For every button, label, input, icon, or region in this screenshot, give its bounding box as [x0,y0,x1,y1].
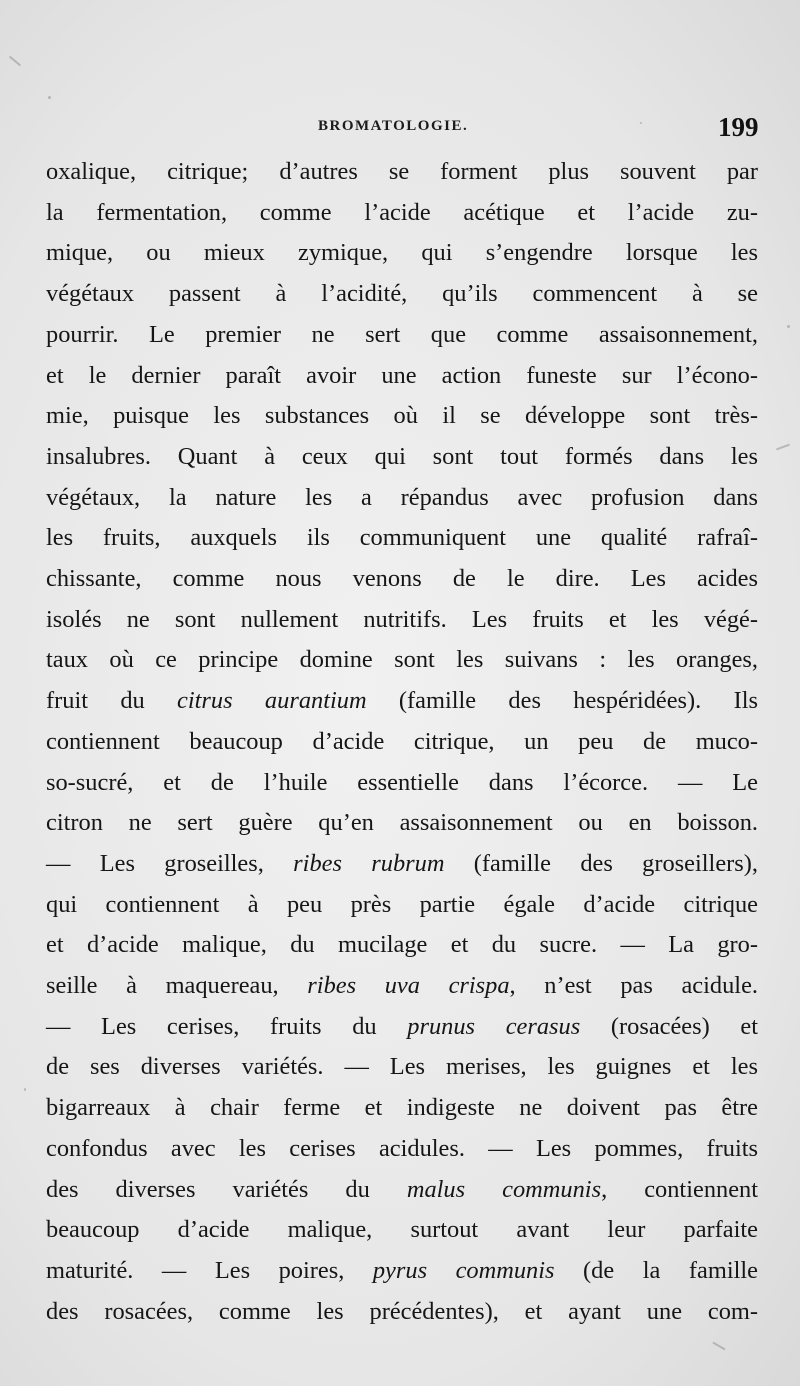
text-line: insalubres. Quant à ceux qui sont tout formés dans les [46,442,758,470]
text-line: so-sucré, et de l’huile essentielle dans l’écorce. — Le [46,768,758,796]
text-line: de ses diverses variétés. — Les merises, les guignes et les [46,1053,758,1081]
edge-mark [776,444,790,451]
page-number: 199 [718,112,759,142]
running-title: BROMATOLOGIE. [318,118,469,134]
text-line: mique, ou mieux zymique, qui s’engendre lorsque les [46,239,758,267]
text-line: fruit du citrus aurantium (famille des hespéridées). Ils [46,687,758,715]
edge-mark [712,1342,725,1351]
paper-speck [48,96,51,99]
text-line: pourrir. Le premier ne sert que comme assaisonnement, [46,320,758,348]
paper-speck [640,122,642,124]
text-line: seille à maquereau, ribes uva crispa, n’est pas acidule. [46,972,758,999]
text-line: la fermentation, comme l’acide acétique et l’acide zu- [46,198,758,226]
text-line: bigarreaux à chair ferme et indigeste ne doivent pas être [46,1094,758,1122]
text-line: végétaux passent à l’acidité, qu’ils commencent à se [46,280,758,308]
paper-speck [24,1088,26,1091]
text-line: isolés ne sont nullement nutritifs. Les fruits et les végé- [46,605,758,633]
text-line: et d’acide malique, du mucilage et du sucre. — La gro- [46,931,758,959]
text-line: — Les cerises, fruits du prunus cerasus (rosacées) et [46,1012,758,1040]
text-line: oxalique, citrique; d’autres se forment plus souvent par [46,158,758,185]
text-line: contiennent beaucoup d’acide citrique, un peu de muco- [46,727,758,755]
text-line: des diverses variétés du malus communis, contiennent [46,1175,759,1203]
text-line: maturité. — Les poires, pyrus communis (de la famille [46,1256,758,1284]
latin-name: citrus aurantium [177,687,367,715]
text-line: — Les groseilles, ribes rubrum (famille des groseillers), [46,849,758,877]
text-line: mie, puisque les substances où il se développe sont très- [46,402,758,430]
latin-name: ribes rubrum [293,849,445,877]
text-line: végétaux, la nature les a répandus avec profusion dans [46,483,758,511]
text-line: et le dernier paraît avoir une action funeste sur l’écono- [46,361,758,389]
text-line: des rosacées, comme les précédentes), et ayant une com- [46,1297,758,1325]
text-line: confondus avec les cerises acidules. — Les pommes, fruits [46,1134,758,1162]
latin-name: prunus cerasus [407,1012,581,1040]
latin-name: pyrus communis [372,1256,555,1284]
text-line: citron ne sert guère qu’en assaisonnement ou en boisson. [46,809,758,837]
latin-name: malus communis [406,1175,602,1203]
latin-name: ribes uva crispa [307,972,510,999]
text-line: taux où ce principe domine sont les suivans : les oranges, [46,646,758,674]
edge-mark [9,56,21,67]
text-line: chissante, comme nous venons de le dire. Les acides [46,565,758,592]
text-line: les fruits, auxquels ils communiquent une qualité rafraî- [46,524,758,552]
text-line: beaucoup d’acide malique, surtout avant leur parfaite [46,1216,758,1244]
text-line: qui contiennent à peu près partie égale d’acide citrique [46,890,758,918]
page-header [0,114,800,144]
paper-speck [787,325,790,328]
